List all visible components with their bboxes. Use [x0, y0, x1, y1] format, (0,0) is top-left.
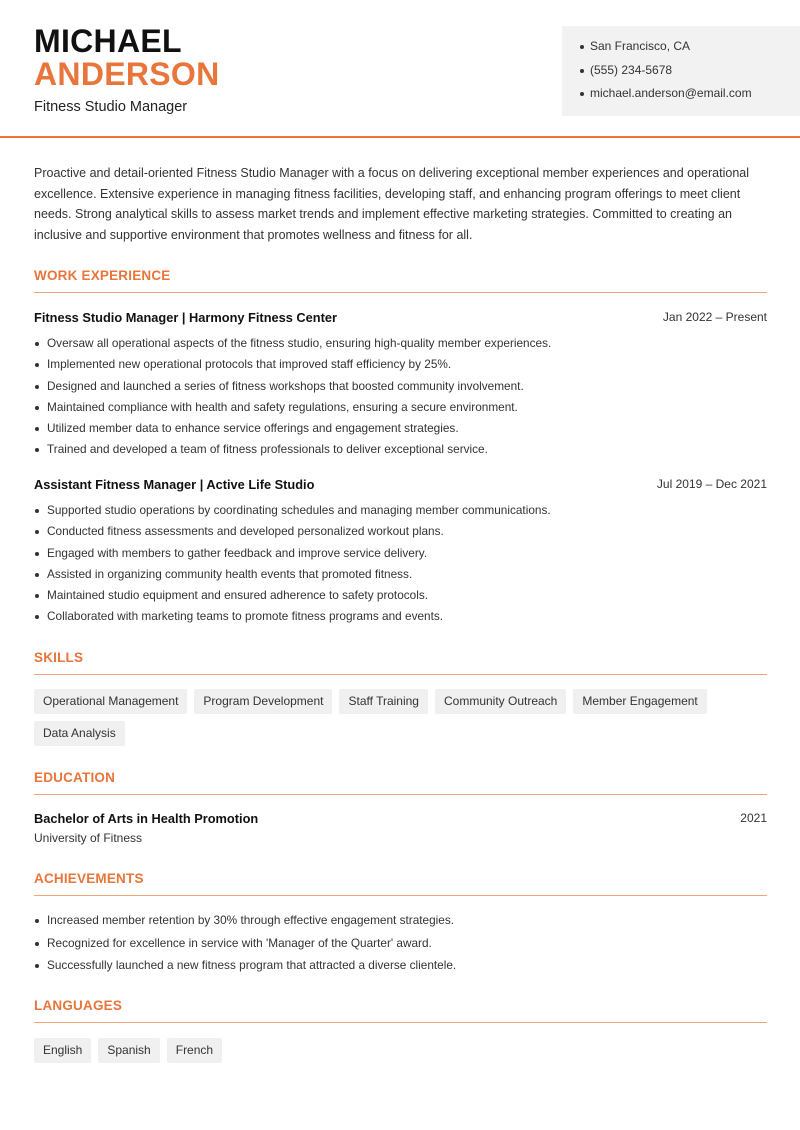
list-item: Maintained compliance with health and safety regulations, ensuring a secure environment. — [34, 400, 767, 421]
list-item: Designed and launched a series of fitness workshops that boosted community involvement. — [34, 379, 767, 400]
list-item: Successfully launched a new fitness program that attracted a diverse clientele. — [34, 958, 767, 981]
languages-list — [34, 1038, 774, 1070]
skill-chip: Data Analysis — [34, 721, 125, 746]
job-dates: Jan 2022 – Present — [662, 310, 767, 324]
language-chip: English — [34, 1038, 91, 1063]
language-chip: Spanish — [98, 1038, 159, 1063]
list-item: Assisted in organizing community health events that promoted fitness. — [34, 567, 767, 588]
job-bullet-list — [34, 336, 767, 464]
first-name: MICHAEL — [34, 23, 182, 59]
resume-header — [0, 0, 800, 138]
list-item: Increased member retention by 30% through effective engagement strategies. — [34, 913, 767, 936]
job-dates: Jul 2019 – Dec 2021 — [656, 477, 767, 491]
skills-list — [34, 689, 774, 753]
job-role: Fitness Studio Manager | Harmony Fitness Center — [34, 310, 337, 325]
skill-chip: Staff Training — [339, 689, 428, 714]
last-name: ANDERSON — [34, 56, 220, 92]
contact-phone: (555) 234-5678 — [580, 62, 800, 86]
education-school: University of Fitness — [34, 831, 143, 845]
list-item: Collaborated with marketing teams to promote fitness programs and events. — [34, 609, 767, 630]
contact-email: michael.anderson@email.com — [580, 85, 800, 109]
job-role: Assistant Fitness Manager | Active Life Studio — [34, 477, 315, 492]
job-title: Fitness Studio Manager — [34, 99, 188, 115]
list-item: Engaged with members to gather feedback and improve service delivery. — [34, 546, 767, 567]
list-item: Conducted fitness assessments and developed personalized workout plans. — [34, 524, 767, 545]
job-entry-header — [34, 310, 767, 328]
education-degree: Bachelor of Arts in Health Promotion — [34, 811, 259, 826]
skill-chip: Operational Management — [34, 689, 187, 714]
section-title-work: WORK EXPERIENCE — [34, 268, 767, 293]
achievements-list — [34, 913, 767, 981]
list-item: Supported studio operations by coordinating schedules and managing member communications. — [34, 503, 767, 524]
job-bullet-list — [34, 503, 767, 631]
list-item: Implemented new operational protocols that improved staff efficiency by 25%. — [34, 357, 767, 378]
language-chip: French — [167, 1038, 222, 1063]
contact-box — [562, 26, 800, 116]
list-item: Oversaw all operational aspects of the fitness studio, ensuring high-quality member experiences. — [34, 336, 767, 357]
education-year: 2021 — [740, 811, 767, 825]
list-item: Utilized member data to enhance service offerings and engagement strategies. — [34, 421, 767, 442]
skill-chip: Member Engagement — [573, 689, 706, 714]
list-item: Trained and developed a team of fitness professionals to deliver exceptional service. — [34, 442, 767, 463]
summary-paragraph: Proactive and detail-oriented Fitness Studio Manager with a focus on delivering exceptional member experiences and operational excellence. Extensive experience in managing fitness facilities, developing staff, and enhancing program offerings to meet client needs. Strong analytical skills to assess market trends and implement effective marketing strategies. Committed to creating an inclusive and supportive environment that promotes wellness and fitness for all. — [34, 166, 749, 242]
section-title-skills: SKILLS — [34, 650, 767, 675]
section-title-languages: LANGUAGES — [34, 998, 767, 1023]
section-title-achievements: ACHIEVEMENTS — [34, 871, 767, 896]
list-item: Recognized for excellence in service with 'Manager of the Quarter' award. — [34, 936, 767, 959]
job-entry-header — [34, 477, 767, 495]
section-title-education: EDUCATION — [34, 770, 767, 795]
skill-chip: Community Outreach — [435, 689, 566, 714]
contact-location: San Francisco, CA — [580, 38, 800, 62]
list-item: Maintained studio equipment and ensured adherence to safety protocols. — [34, 588, 767, 609]
skill-chip: Program Development — [194, 689, 332, 714]
